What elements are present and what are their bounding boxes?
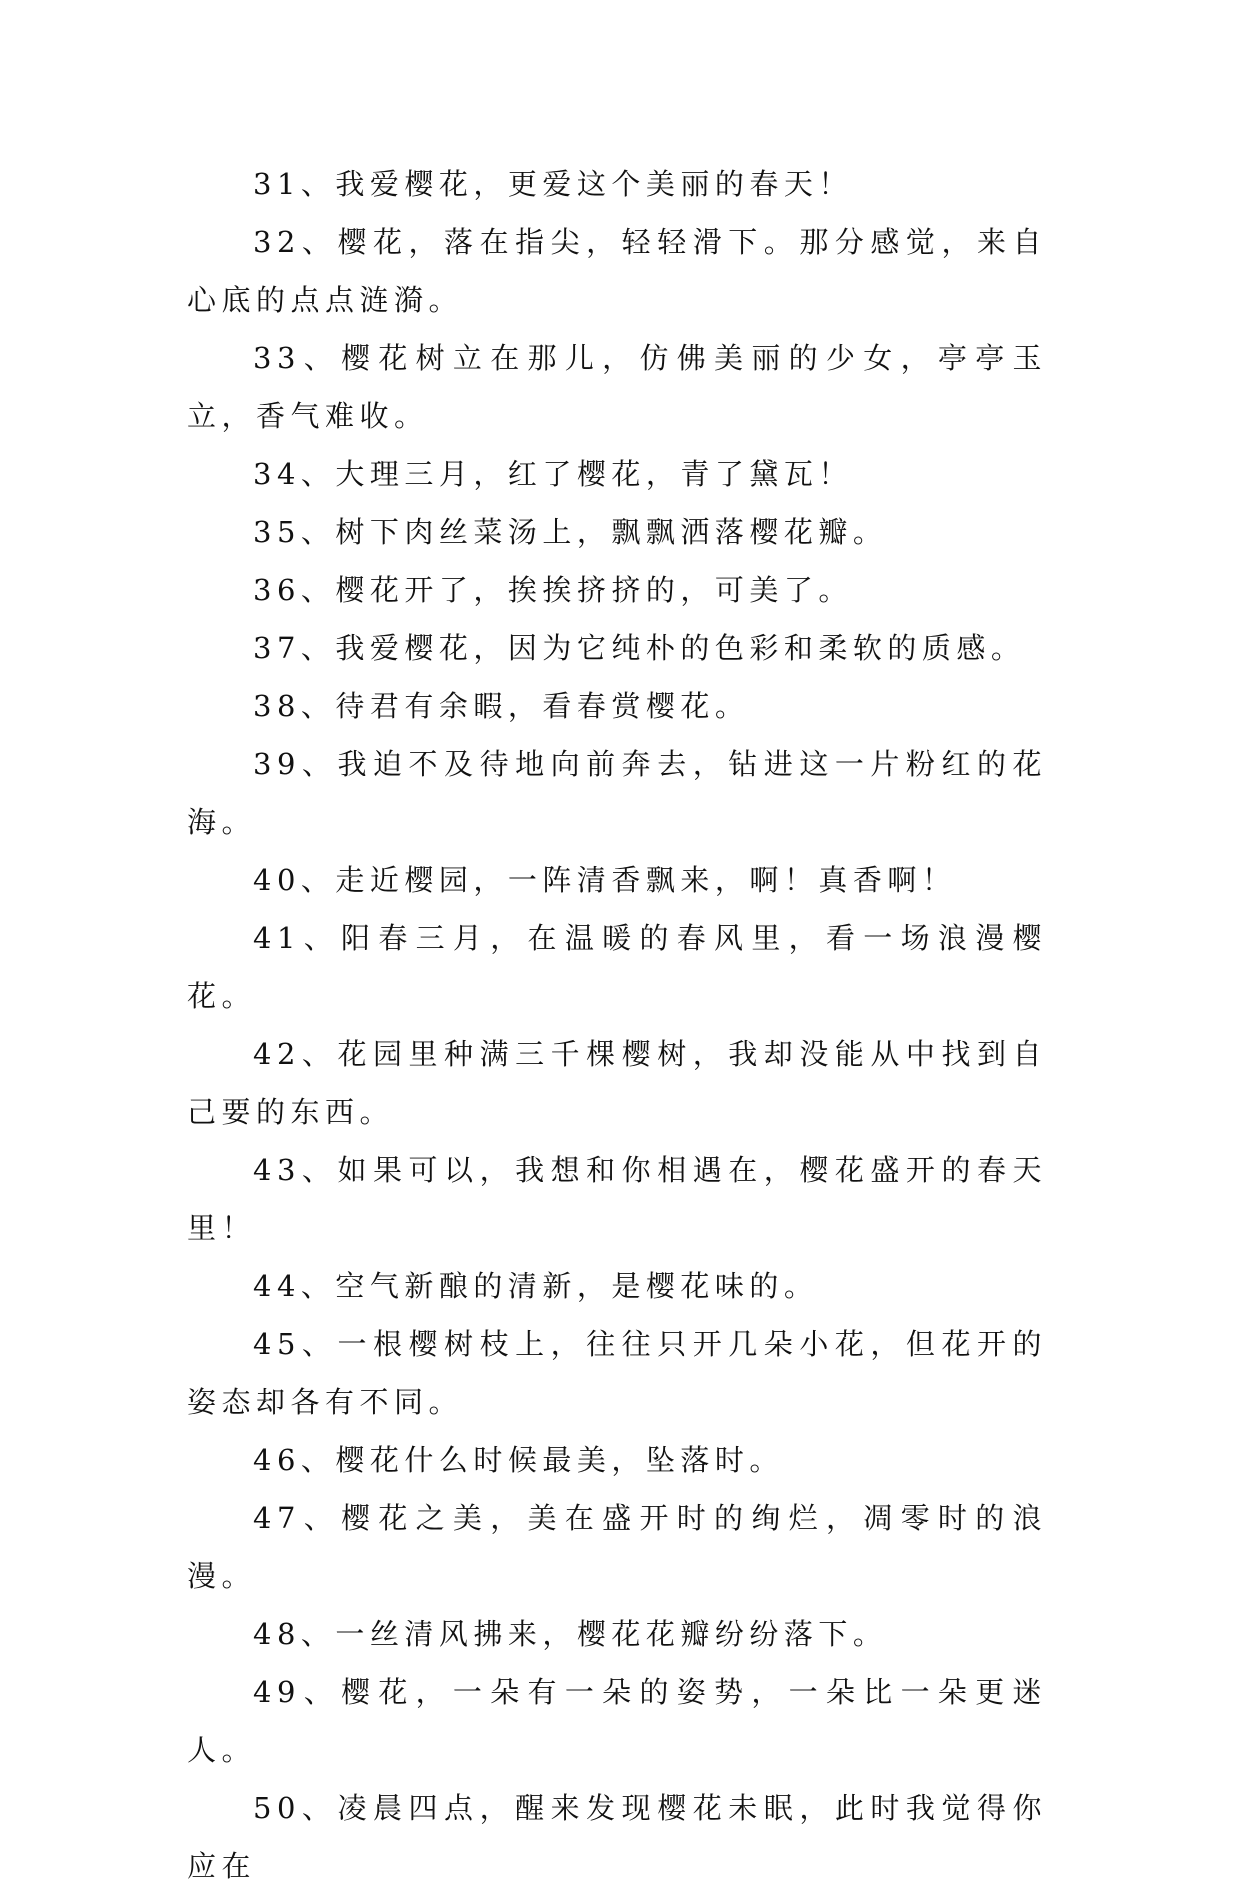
paragraph-44: 44、空气新酿的清新，是樱花味的。 <box>253 1269 819 1303</box>
paragraph-34: 34、大理三月，红了樱花，青了黛瓦！ <box>253 457 853 491</box>
paragraph-32: 32、樱花，落在指尖，轻轻滑下。那分感觉，来自心底的点点涟漪。 <box>187 225 1047 317</box>
paragraph-37: 37、我爱樱花，因为它纯朴的色彩和柔软的质感。 <box>253 631 1026 665</box>
document-body <box>187 155 1047 1895</box>
paragraph-31: 31、我爱樱花，更爱这个美丽的春天！ <box>253 167 853 201</box>
paragraph-38: 38、待君有余暇，看春赏樱花。 <box>253 689 750 723</box>
paragraph-36: 36、樱花开了，挨挨挤挤的，可美了。 <box>253 573 853 607</box>
paragraph-40: 40、走近樱园，一阵清香飘来，啊！真香啊！ <box>253 863 957 897</box>
paragraph-46: 46、樱花什么时候最美，坠落时。 <box>253 1443 784 1477</box>
paragraph-35: 35、树下肉丝菜汤上，飘飘洒落樱花瓣。 <box>253 515 888 549</box>
paragraph-33: 33、樱花树立在那儿，仿佛美丽的少女，亭亭玉立，香气难收。 <box>187 341 1047 433</box>
paragraph-48: 48、一丝清风拂来，樱花花瓣纷纷落下。 <box>253 1617 888 1651</box>
paragraph-45: 45、一根樱树枝上，往往只开几朵小花，但花开的姿态却各有不同。 <box>187 1327 1047 1419</box>
paragraph-49: 49、樱花，一朵有一朵的姿势，一朵比一朵更迷人。 <box>187 1675 1047 1767</box>
paragraph-47: 47、樱花之美，美在盛开时的绚烂，凋零时的浪漫。 <box>187 1501 1047 1593</box>
paragraph-39: 39、我迫不及待地向前奔去，钻进这一片粉红的花海。 <box>187 747 1047 839</box>
paragraph-41: 41、阳春三月，在温暖的春风里，看一场浪漫樱花。 <box>187 921 1047 1013</box>
paragraph-43: 43、如果可以，我想和你相遇在，樱花盛开的春天里！ <box>187 1153 1047 1245</box>
paragraph-42: 42、花园里种满三千棵樱树，我却没能从中找到自己要的东西。 <box>187 1037 1047 1129</box>
paragraph-50: 50、凌晨四点，醒来发现樱花未眠，此时我觉得你应在 <box>187 1791 1047 1883</box>
